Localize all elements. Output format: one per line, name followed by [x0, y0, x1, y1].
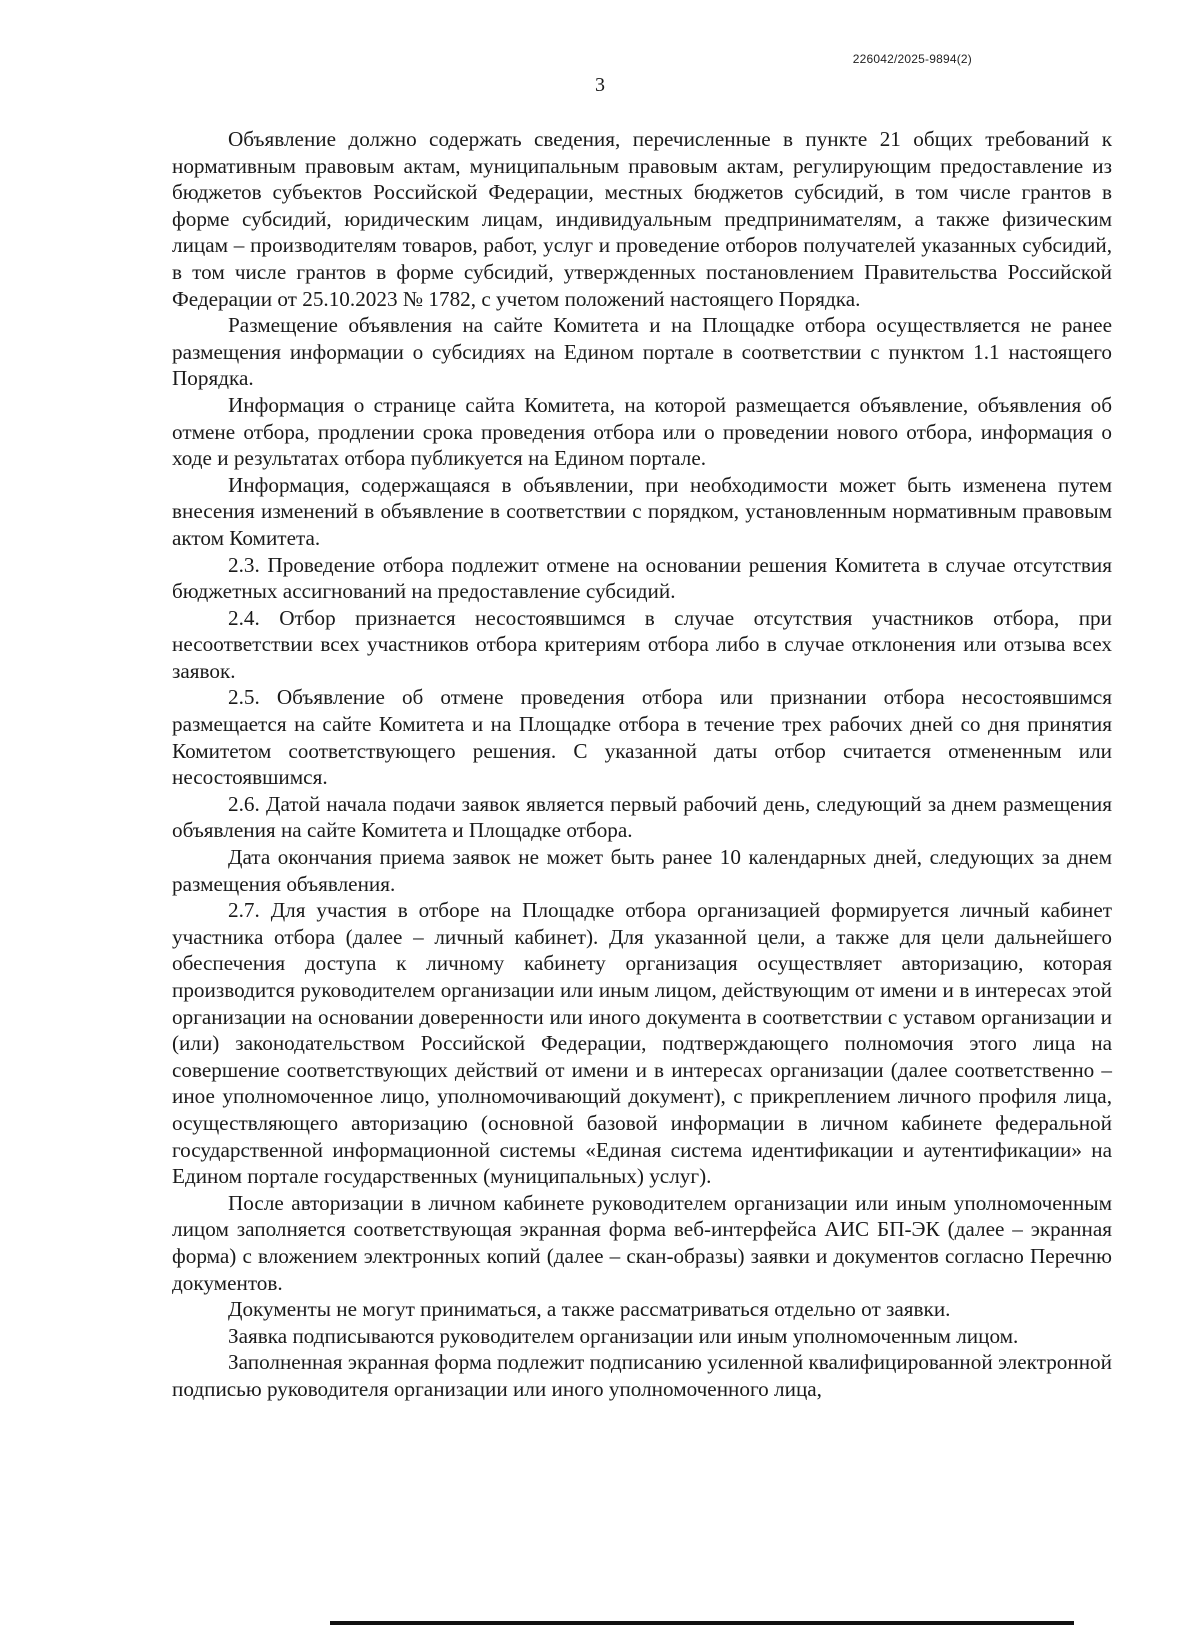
paragraph: Информация о странице сайта Комитета, на которой размещается объявление, объявления об отмене отбора, продлении срока проведения отбора или о проведении нового отбора, информация о ходе и результатах отбора публикуется на Едином портале. — [172, 392, 1112, 471]
scan-edge-line — [330, 1621, 1074, 1625]
paragraph: Документы не могут приниматься, а также рассматриваться отдельно от заявки. — [228, 1297, 951, 1322]
paragraph: Размещение объявления на сайте Комитета и на Площадке отбора осуществляется не ранее размещения информации о субсидиях на Едином портале в соответствии с пунктом 1.1 настоящего Порядка. — [172, 313, 1112, 391]
paragraph: Информация, содержащаяся в объявлении, при необходимости может быть изменена путем внесения изменений в объявление в соответствии с порядком, установленным нормативным правовым актом Комитета. — [172, 472, 1112, 550]
paragraph: 2.3. Проведение отбора подлежит отмене на основании решения Комитета в случае отсутствия бюджетных ассигнований на предоставление субсидий. — [172, 552, 1112, 604]
paragraph: 2.4. Отбор признается несостоявшимся в случае отсутствия участников отбора, при несоответствии всех участников отбора критериям отбора либо в случае отклонения или отзыва всех заявок. — [172, 605, 1112, 683]
paragraph: После авторизации в личном кабинете руководителем организации или иным уполномоченным лицом заполняется соответствующая экранная форма веб-интерфейса АИС БП-ЭК (далее – экранная форма) с вложением электронных копий (далее – скан-образы) заявки и документов согласно Перечню документов. — [172, 1190, 1112, 1295]
paragraph: 2.5. Объявление об отмене проведения отбора или признании отбора несостоявшимся размещается на сайте Комитета и на Площадке отбора в течение трех рабочих дней со дня принятия Комитетом соответствующего решения. С указанной даты отбор считается отмененным или несостоявшимся. — [172, 685, 1112, 790]
paragraph: 2.7. Для участия в отборе на Площадке отбора организацией формируется личный кабинет участника отбора (далее – личный кабинет). Для указанной цели, а также для цели дальнейшего обеспечения доступа к личному кабинету организация осуществляет авторизацию, которая производится руководителем организации или иным лицом, действующим от имени и в интересах этой организации на основании доверенности или иного документа в соответствии с уставом организации и (или) законодательством Российской Федерации, подтверждающего полномочия этого лица на совершение соответствующих действий от имени и в интересах организации (далее соответственно – иное уполномоченное лицо, уполномочивающий документ), с прикреплением личного профиля лица, осуществляющего авторизацию (основной базовой информации в личном кабинете федеральной государственной информационной системы «Единая система идентификации и аутентификации» на Едином портале государственных (муниципальных) услуг). — [172, 898, 1112, 1189]
paragraph: Дата окончания приема заявок не может быть ранее 10 календарных дней, следующих за днем размещения объявления. — [172, 845, 1112, 896]
page-number: 3 — [595, 74, 605, 96]
paragraph: Объявление должно содержать сведения, перечисленные в пункте 21 общих требований к нормативным правовым актам, муниципальным правовым актам, регулирующим предоставление из бюджетов субъектов Российской Федерации, местных бюджетов субсидий, в том числе грантов в форме субсидий, юридическим лицам, индивидуальным предпринимателям, а также физическим лицам – производителям товаров, работ, услуг и проведение отборов получателей указанных субсидий, в том числе грантов в форме субсидий, утвержденных постановлением Правительства Российской Федерации от 25.10.2023 № 1782, с учетом положений настоящего Порядка. — [172, 127, 1112, 311]
document-id: 226042/2025-9894(2) — [852, 52, 972, 66]
document-body — [172, 126, 1112, 1403]
paragraph: Заявка подписываются руководителем организации или иным уполномоченным лицом. — [228, 1323, 1019, 1348]
paragraph: 2.6. Датой начала подачи заявок является первый рабочий день, следующий за днем размещения объявления на сайте Комитета и Площадке отбора. — [172, 791, 1112, 843]
paragraph: Заполненная экранная форма подлежит подписанию усиленной квалифицированной электронной подписью руководителя организации или иного уполномоченного лица, — [172, 1350, 1112, 1401]
